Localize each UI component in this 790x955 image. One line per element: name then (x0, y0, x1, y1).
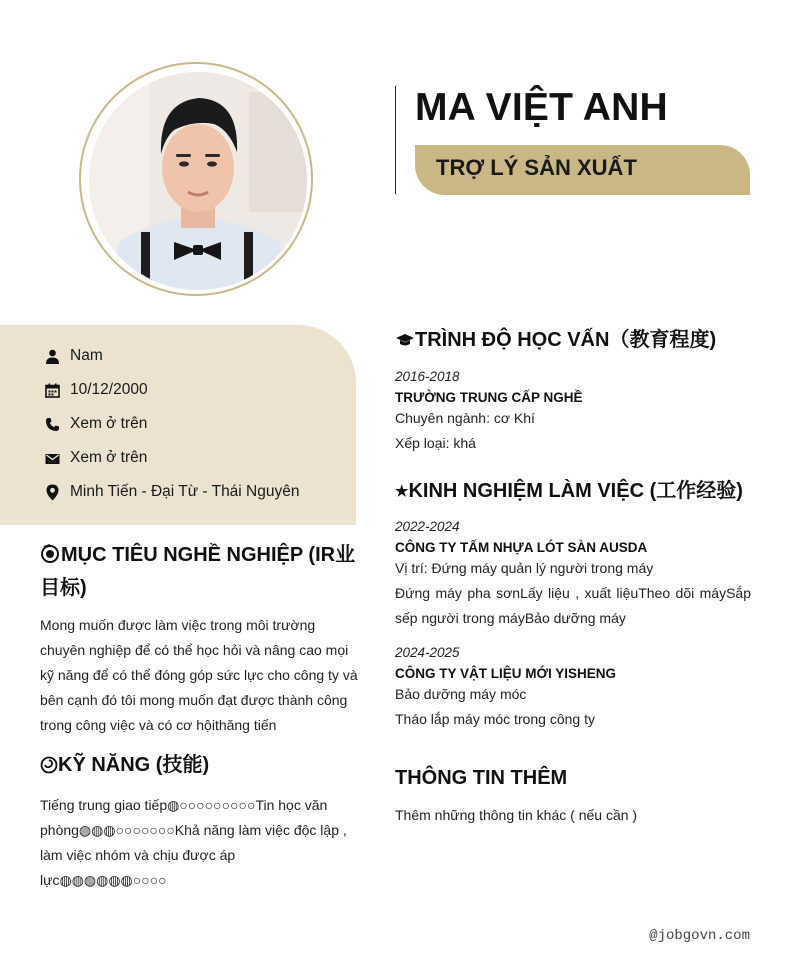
experience-title: ★KINH NGHIỆM LÀM VIỆC (工作经验) (395, 480, 743, 502)
info-address (44, 480, 299, 504)
education-major: Chuyên ngành: cơ Khí (395, 410, 535, 426)
skill-line: phòng◍◍◍○○○○○○○Khả năng làm việc độc lập , (40, 822, 347, 838)
location-pin-icon (44, 484, 61, 501)
graduation-cap-icon (395, 327, 415, 357)
objective-text: Mong muốn được làm việc trong môi trường chuyên nghiệp để có thể học hỏi và nâng cao mọi kỹ năng để có thể đóng góp sức lực cho công ty và bên cạnh đó tôi mong muốn đạt được thành công trong công việc và có cơ hộithăng tiến (40, 617, 358, 733)
skill-line: làm việc nhóm và chịu được áp (40, 847, 236, 863)
more-info-section (395, 763, 751, 828)
candidate-name: MA VIỆT ANH (415, 86, 668, 129)
education-section (395, 325, 755, 456)
job-detail: Đứng máy pha sơnLấy liệu , xuất liệuTheo dõi máySắp sếp người trong máyBảo dưỡng máy (395, 585, 751, 626)
address-value: Minh Tiến - Đại Từ - Thái Nguyên (70, 483, 300, 500)
skill-line: Tiếng trung giao tiếp◍○○○○○○○○○Tin học văn (40, 797, 328, 813)
info-dob (44, 378, 148, 402)
more-info-text: Thêm những thông tin khác ( nếu cần ) (395, 807, 638, 823)
calendar-icon (44, 382, 61, 399)
avatar-photo (89, 72, 307, 290)
watermark-text: @jobgovn.com (649, 928, 750, 944)
education-period: 2016-2018 (395, 369, 460, 384)
education-school: TRƯỜNG TRUNG CẤP NGHỀ (395, 390, 583, 405)
phone-value: Xem ở trên (70, 415, 148, 432)
job-detail: Bảo dưỡng máy móc (395, 686, 527, 702)
job-detail: Tháo lắp máy móc trong công ty (395, 711, 595, 727)
skills-section (40, 750, 360, 893)
info-phone (44, 412, 147, 436)
job-detail: Vị trí: Đứng máy quản lý người trong máy (395, 560, 654, 576)
job-company: CÔNG TY TẤM NHỰA LÓT SÀN AUSDA (395, 540, 648, 555)
person-icon (44, 348, 61, 365)
star-icon: ★ (395, 483, 409, 500)
info-gender (44, 344, 103, 368)
job-period: 2024-2025 (395, 645, 460, 660)
objective-section (40, 540, 360, 738)
objective-title: MỤC TIÊU NGHỀ NGHIỆP (IR业 目标) (40, 544, 356, 599)
job-period: 2022-2024 (395, 519, 460, 534)
header-divider (395, 86, 396, 194)
skills-title: KỸ NĂNG (技能) (40, 750, 360, 783)
more-info-title: THÔNG TIN THÊM (395, 767, 568, 789)
job-company: CÔNG TY VẬT LIỆU MỚI YISHENG (395, 666, 617, 681)
education-grade: Xếp loại: khá (395, 435, 476, 451)
position-title: TRỢ LÝ SẢN XUẤT (436, 155, 637, 180)
phone-icon (44, 416, 61, 433)
info-email (44, 446, 147, 470)
education-title: TRÌNH ĐỘ HỌC VẤN（教育程度) (395, 325, 755, 357)
gender-value: Nam (70, 347, 103, 364)
dob-value: 10/12/2000 (70, 381, 148, 398)
experience-section (395, 476, 751, 732)
target-icon (40, 543, 60, 573)
swirl-icon (40, 753, 58, 783)
email-value: Xem ở trên (70, 449, 148, 466)
mail-icon (44, 450, 61, 467)
skills-list (40, 793, 360, 893)
skill-line: lực◍◍◍◍◍◍○○○○ (40, 872, 167, 888)
